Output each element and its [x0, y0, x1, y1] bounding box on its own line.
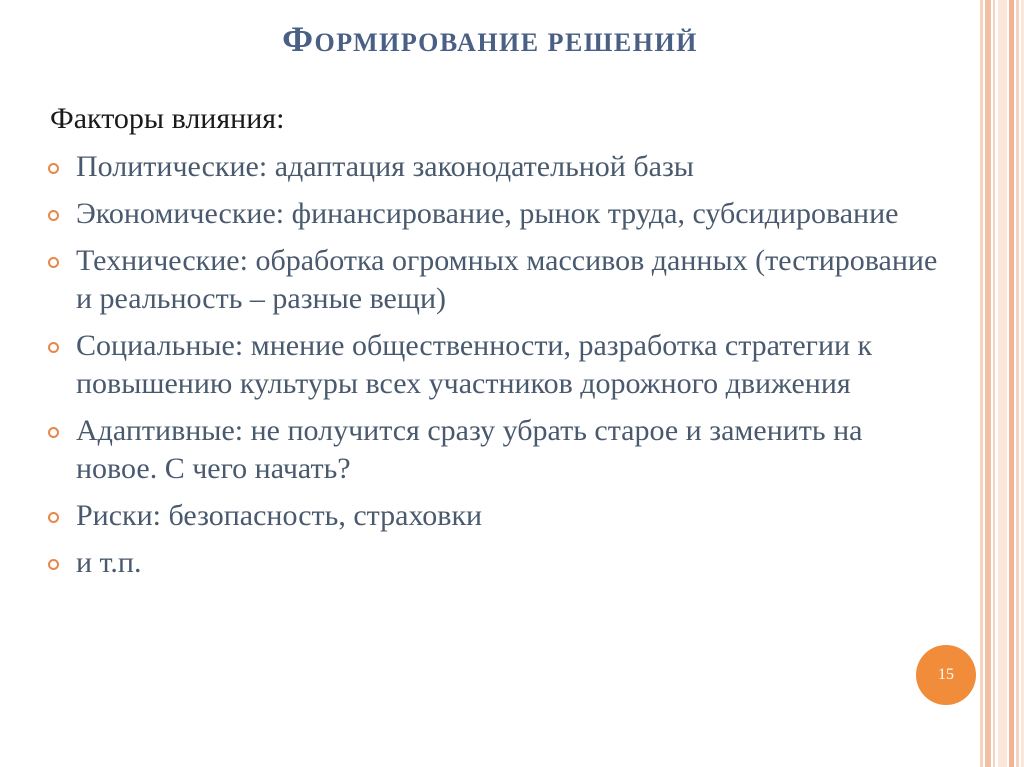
bullet-item	[46, 497, 946, 535]
stripe	[993, 0, 995, 767]
bullet-item	[46, 195, 946, 233]
bullet-item	[46, 148, 946, 186]
bullet-circle-icon	[48, 427, 59, 438]
stripe	[1016, 0, 1019, 767]
stripe	[985, 0, 991, 767]
bullet-circle-icon	[48, 512, 59, 523]
bullet-text: Экономические: финансирование, рынок труда, субсидирование	[76, 197, 899, 230]
bullet-text: Риски: безопасность, страховки	[76, 499, 483, 532]
bullet-circle-icon	[48, 342, 59, 353]
bullet-item	[46, 412, 946, 488]
bullet-text: Политические: адаптация законодательной базы	[76, 150, 694, 183]
bullet-circle-icon	[48, 257, 59, 268]
stripe	[980, 0, 983, 767]
title-first-letter: Ф	[282, 19, 315, 59]
bullet-item	[46, 242, 946, 318]
slide-title	[0, 18, 980, 60]
bullet-item	[46, 544, 946, 582]
bullet-circle-icon	[48, 210, 59, 221]
bullet-text: Технические: обработка огромных массивов данных (тестирование и реальность – разные вещи)	[76, 244, 938, 315]
title-rest: ОРМИРОВАНИЕ РЕШЕНИЙ	[314, 28, 698, 57]
bullet-item	[46, 327, 946, 403]
bullet-circle-icon	[48, 559, 59, 570]
stripe	[1009, 0, 1014, 767]
bullet-text: Адаптивные: не получится сразу убрать старое и заменить на новое. С чего начать?	[76, 414, 863, 485]
bullet-text: Социальные: мнение общественности, разработка стратегии к повышению культуры всех участников дорожного движения	[76, 329, 873, 400]
decorative-stripes	[980, 0, 1024, 767]
bullet-circle-icon	[48, 163, 59, 174]
bullet-text: и т.п.	[76, 546, 142, 579]
slide-number-badge: 15	[916, 645, 976, 705]
bullet-list	[46, 148, 946, 591]
intro-text: Факторы влияния:	[50, 102, 285, 135]
stripe	[998, 0, 1007, 767]
